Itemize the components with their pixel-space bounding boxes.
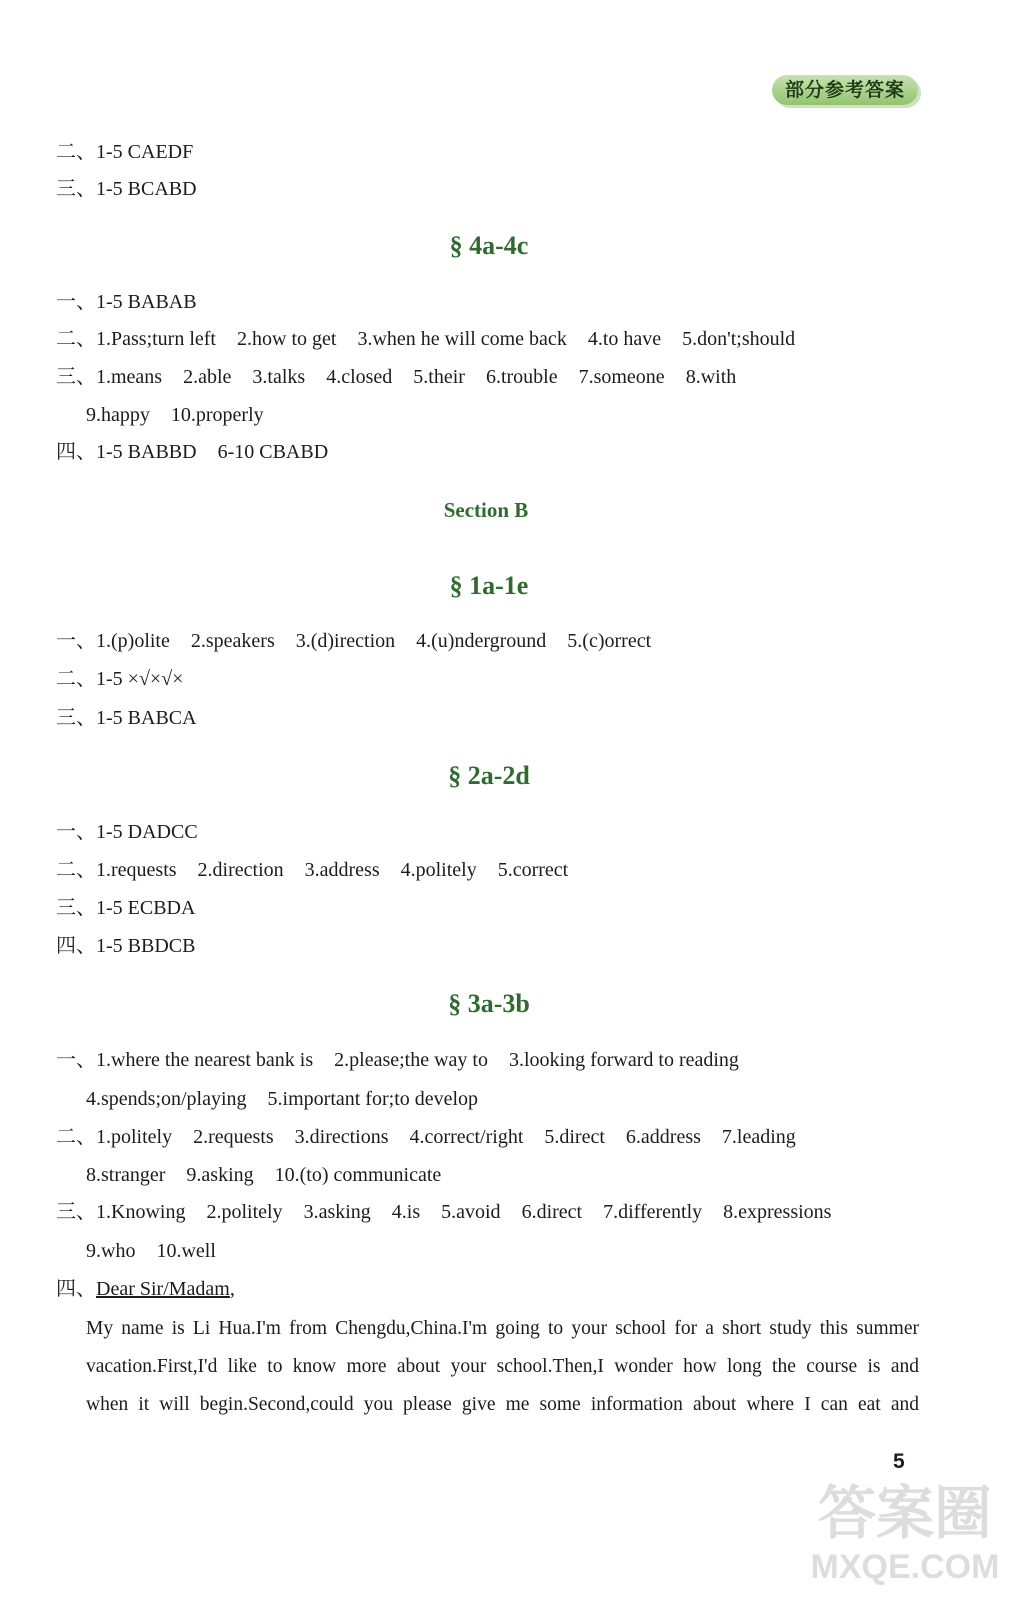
letter-line: vacation.First,I'd like to know more about your school.Then,I wonder how long the course is and bbox=[86, 1356, 919, 1377]
answer-item: 8.with bbox=[685, 366, 737, 388]
answer-item: 二、1.politely bbox=[56, 1126, 173, 1148]
watermark-text: 答案圈 bbox=[817, 1481, 992, 1546]
answer-item: 2.how to get bbox=[237, 328, 337, 350]
answer-item: 4.(u)nderground bbox=[416, 630, 547, 652]
answer-item: 7.differently bbox=[603, 1201, 703, 1223]
answer-item: 8.expressions bbox=[723, 1201, 832, 1223]
answer-item: 4.to have bbox=[587, 328, 662, 350]
answer-item: 2.requests bbox=[193, 1126, 274, 1148]
answer-line bbox=[56, 629, 651, 653]
answer-item: 6.address bbox=[625, 1126, 701, 1148]
answer-line: 四、1-5 BBDCB bbox=[56, 935, 196, 957]
answer-item: 7.leading bbox=[721, 1126, 796, 1148]
answer-item: 9.asking bbox=[186, 1164, 254, 1186]
answer-item: 3.when he will come back bbox=[357, 328, 567, 350]
answer-line: 二、1-5 ×√×√× bbox=[56, 668, 184, 690]
answer-item: 2.able bbox=[183, 366, 232, 388]
answer-line: 二、1-5 CAEDF bbox=[56, 141, 194, 163]
answer-item: 5.(c)orrect bbox=[567, 630, 652, 652]
answer-item: 3.directions bbox=[294, 1126, 389, 1148]
answer-item: 10.well bbox=[156, 1240, 216, 1262]
answer-line bbox=[56, 1200, 831, 1224]
section-heading-1a-1e: § 1a-1e bbox=[449, 571, 529, 600]
answer-item: 3.address bbox=[304, 859, 380, 881]
answer-line bbox=[56, 858, 568, 882]
section-b-heading: Section B bbox=[443, 498, 529, 522]
answer-prefix: 四、 bbox=[56, 1278, 96, 1300]
page-number: 5 bbox=[893, 1450, 905, 1473]
answer-line bbox=[56, 1277, 235, 1301]
section-heading-4a-4c: § 4a-4c bbox=[449, 231, 529, 260]
answer-item: 4.spends;on/playing bbox=[86, 1088, 247, 1110]
answer-item: 5.don't;should bbox=[682, 328, 796, 350]
answer-line bbox=[86, 1239, 216, 1263]
section-heading-2a-2d: § 2a-2d bbox=[448, 761, 530, 790]
answer-item: 三、1.means bbox=[56, 366, 163, 388]
answer-item: 4.is bbox=[391, 1201, 421, 1223]
answer-item: 3.(d)irection bbox=[295, 630, 396, 652]
watermark-logo bbox=[800, 1480, 1010, 1592]
answer-item: 二、1.Pass;turn left bbox=[56, 328, 216, 350]
answer-item: 8.stranger bbox=[86, 1164, 166, 1186]
answer-item: 5.correct bbox=[497, 859, 569, 881]
letter-greeting: Dear Sir/Madam bbox=[96, 1278, 230, 1300]
answer-item: 9.happy bbox=[86, 404, 150, 426]
answer-item: 2.politely bbox=[206, 1201, 283, 1223]
answer-line: 一、1-5 DADCC bbox=[56, 821, 198, 843]
answer-item: 3.looking forward to reading bbox=[508, 1049, 739, 1071]
answer-line bbox=[86, 403, 264, 427]
letter-line: when it will begin.Second,could you please give me some information about where I can eat and bbox=[86, 1394, 919, 1415]
answer-line bbox=[56, 440, 328, 464]
answer-item: 6.trouble bbox=[485, 366, 558, 388]
answer-item: 三、1.Knowing bbox=[56, 1201, 186, 1223]
answer-line bbox=[56, 365, 736, 389]
watermark-url: MXQE.COM bbox=[810, 1548, 1000, 1586]
answer-line: 三、1-5 BABCA bbox=[56, 707, 197, 729]
answer-item: 9.who bbox=[86, 1240, 136, 1262]
answer-item: 一、1.(p)olite bbox=[56, 630, 170, 652]
answer-line bbox=[86, 1087, 478, 1111]
answer-item: 2.speakers bbox=[190, 630, 275, 652]
section-heading-3a-3b: § 3a-3b bbox=[448, 989, 530, 1018]
answer-item: 2.direction bbox=[197, 859, 284, 881]
answer-line bbox=[56, 1125, 796, 1149]
answer-item: 3.talks bbox=[252, 366, 306, 388]
answer-line: 三、1-5 ECBDA bbox=[56, 897, 196, 919]
answer-item: 二、1.requests bbox=[56, 859, 177, 881]
answer-line bbox=[56, 1048, 739, 1072]
answer-item: 5.important for;to develop bbox=[267, 1088, 479, 1110]
letter-line: My name is Li Hua.I'm from Chengdu,China.I'm going to your school for a short study this summer bbox=[86, 1318, 919, 1339]
greeting-comma: , bbox=[229, 1278, 235, 1300]
answer-item: 4.correct/right bbox=[409, 1126, 524, 1148]
answer-item: 5.avoid bbox=[441, 1201, 501, 1223]
answer-item: 4.politely bbox=[400, 859, 477, 881]
answer-line bbox=[86, 1163, 441, 1187]
answer-item: 10.(to) communicate bbox=[274, 1164, 442, 1186]
answer-item: 一、1.where the nearest bank is bbox=[56, 1049, 314, 1071]
answer-item: 7.someone bbox=[578, 366, 665, 388]
letter-body bbox=[86, 1310, 919, 1424]
answer-item: 3.asking bbox=[303, 1201, 371, 1223]
answer-item: 四、1-5 BABBD bbox=[56, 441, 197, 463]
answer-line: 三、1-5 BCABD bbox=[56, 178, 197, 200]
answer-item: 2.please;the way to bbox=[334, 1049, 488, 1071]
answer-line bbox=[56, 327, 795, 351]
answer-item: 6-10 CBABD bbox=[217, 441, 329, 463]
answer-item: 5.direct bbox=[544, 1126, 605, 1148]
answer-item: 5.their bbox=[413, 366, 465, 388]
section-badge: 部分参考答案 bbox=[772, 75, 918, 105]
answer-item: 4.closed bbox=[326, 366, 393, 388]
answer-line: 一、1-5 BABAB bbox=[56, 291, 197, 313]
answer-item: 6.direct bbox=[521, 1201, 583, 1223]
answer-item: 10.properly bbox=[170, 404, 264, 426]
